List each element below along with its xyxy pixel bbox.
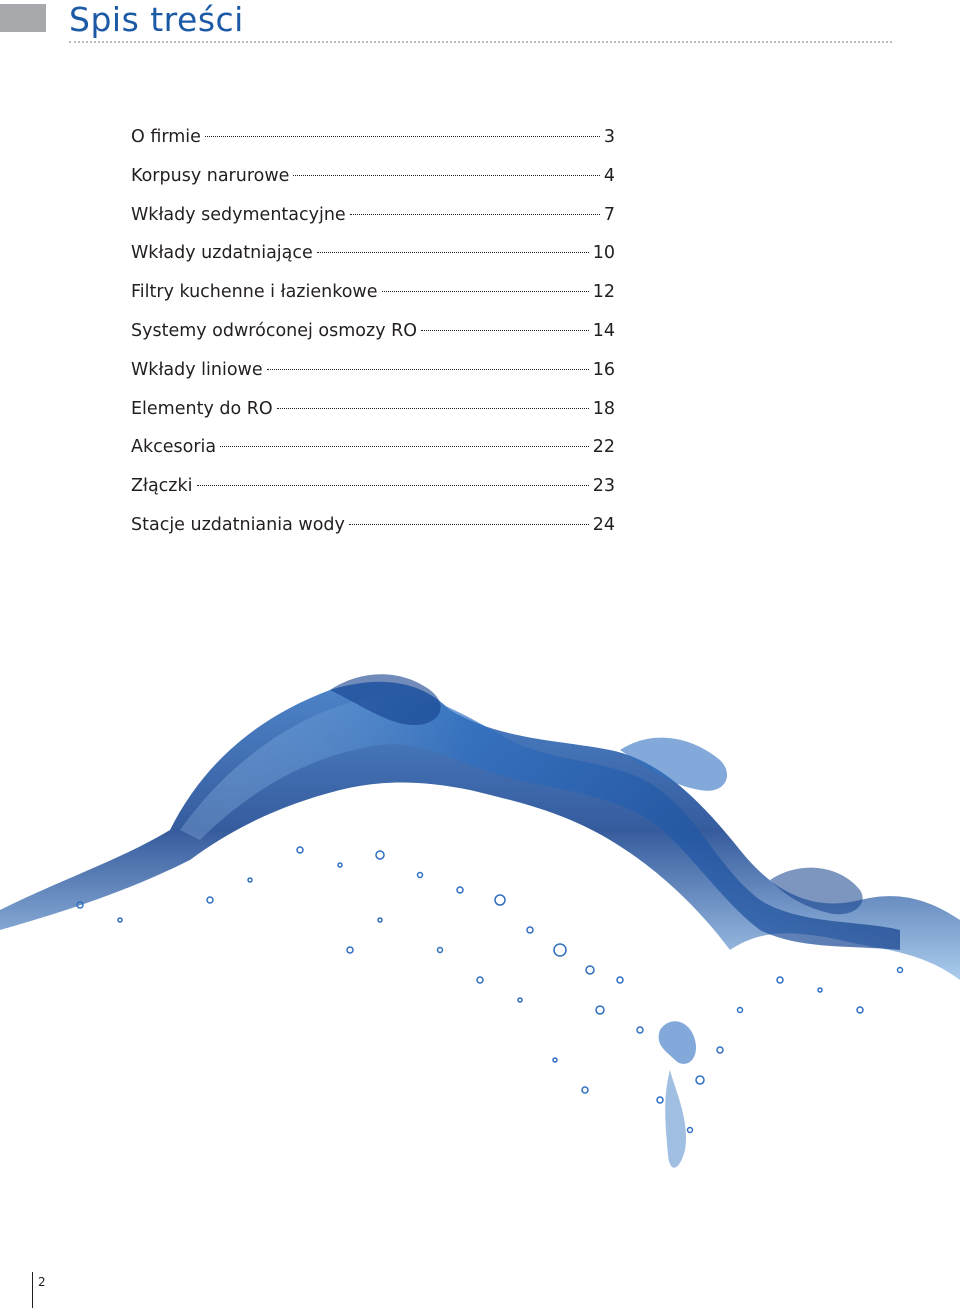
toc-entry-page: 24 bbox=[592, 514, 615, 535]
toc-entry-page: 23 bbox=[592, 476, 615, 497]
title-divider bbox=[69, 41, 892, 43]
toc-entry-page: 22 bbox=[592, 437, 615, 458]
toc-entry-page: 14 bbox=[592, 320, 615, 341]
toc-entry-label: O firmie bbox=[131, 127, 201, 147]
toc-dot-leader bbox=[350, 214, 600, 215]
toc-entry[interactable] bbox=[131, 428, 615, 467]
toc-dot-leader bbox=[277, 408, 589, 409]
toc-dot-leader bbox=[317, 252, 589, 253]
toc-entry-label: Korpusy narurowe bbox=[131, 165, 290, 186]
toc-dot-leader bbox=[382, 291, 589, 292]
toc-dot-leader bbox=[197, 485, 589, 486]
toc-entry-page: 4 bbox=[603, 165, 615, 186]
toc-entry-page: 3 bbox=[603, 127, 615, 147]
water-splash-image bbox=[0, 650, 960, 1210]
toc-entry-page: 10 bbox=[592, 243, 615, 264]
toc-entry[interactable] bbox=[131, 196, 615, 235]
toc-entry-label: Wkłady sedymentacyjne bbox=[131, 204, 346, 225]
toc-dot-leader bbox=[205, 136, 600, 137]
toc-entry[interactable] bbox=[131, 390, 615, 429]
toc-dot-leader bbox=[220, 446, 589, 447]
toc-entry[interactable] bbox=[131, 273, 615, 312]
toc-entry[interactable] bbox=[131, 351, 615, 390]
toc-entry-page: 12 bbox=[592, 282, 615, 303]
toc-entry-page: 16 bbox=[592, 359, 615, 380]
toc-entry[interactable] bbox=[131, 234, 615, 273]
table-of-contents bbox=[131, 118, 615, 545]
toc-entry-page: 7 bbox=[603, 204, 615, 225]
water-wave bbox=[0, 674, 960, 1167]
toc-entry-label: Akcesoria bbox=[131, 437, 217, 458]
toc-entry-label: Wkłady uzdatniające bbox=[131, 243, 313, 264]
page-title: Spis treści bbox=[69, 0, 244, 39]
toc-entry[interactable] bbox=[131, 312, 615, 351]
toc-entry-label: Stacje uzdatniania wody bbox=[131, 514, 345, 535]
toc-entry-page: 18 bbox=[592, 398, 615, 419]
toc-entry-label: Elementy do RO bbox=[131, 398, 273, 419]
page-number: 2 bbox=[38, 1275, 46, 1289]
toc-entry[interactable] bbox=[131, 506, 615, 545]
page-number-rule bbox=[32, 1272, 33, 1308]
toc-dot-leader bbox=[267, 369, 589, 370]
toc-dot-leader bbox=[421, 330, 589, 331]
corner-decoration bbox=[0, 4, 46, 32]
toc-entry[interactable] bbox=[131, 467, 615, 506]
toc-entry[interactable] bbox=[131, 118, 615, 157]
toc-entry-label: Złączki bbox=[131, 476, 193, 497]
toc-dot-leader bbox=[349, 524, 589, 525]
toc-entry[interactable] bbox=[131, 157, 615, 196]
toc-entry-label: Systemy odwróconej osmozy RO bbox=[131, 320, 418, 341]
toc-entry-label: Wkłady liniowe bbox=[131, 359, 263, 380]
toc-dot-leader bbox=[293, 175, 599, 176]
toc-entry-label: Filtry kuchenne i łazienkowe bbox=[131, 282, 378, 303]
